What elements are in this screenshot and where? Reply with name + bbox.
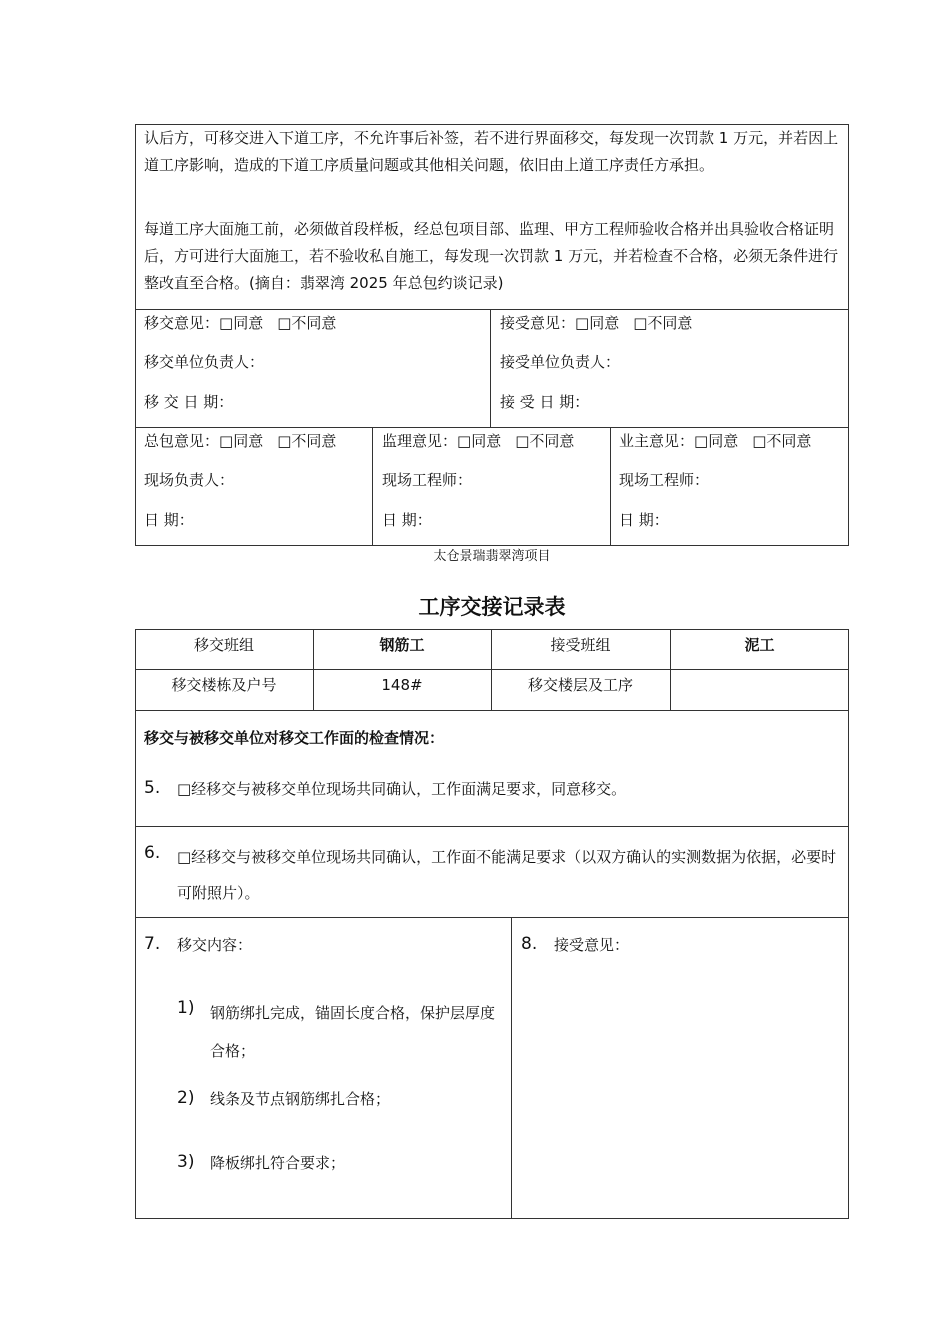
- accept-date-label: 接 受 日 期：: [500, 393, 590, 411]
- accept-team-label: 接受班组: [550, 636, 611, 654]
- accept-opinion-row: [500, 313, 692, 333]
- supervision-disagree-checkbox[interactable]: □不同意: [515, 432, 575, 450]
- general-site-person-label: 现场负责人：: [144, 471, 235, 489]
- divider: [135, 309, 849, 310]
- transfer-date-label: 移 交 日 期：: [144, 393, 234, 411]
- divider: [135, 669, 849, 670]
- accept-person-label: 接受单位负责人：: [500, 353, 621, 371]
- form-table: [135, 629, 849, 1219]
- item-6-option[interactable]: □经移交与被移交单位现场共同确认，工作面不能满足要求（以双方确认的实测数据为依据，必要时可附照片）。: [177, 848, 837, 902]
- item-8-label: 接受意见：: [554, 936, 630, 954]
- floor-label: 移交楼层及工序: [527, 676, 633, 694]
- supervision-opinion-row: [382, 431, 574, 451]
- content-item-text: 线条及节点钢筋绑扎合格；: [210, 1090, 391, 1108]
- item-5-number: 5.: [144, 778, 161, 798]
- owner-engineer-label: 现场工程师：: [619, 471, 710, 489]
- owner-opinion-row: [619, 431, 811, 451]
- transfer-team-value: 钢筋工: [379, 636, 425, 654]
- divider: [610, 427, 611, 546]
- transfer-opinion-row: [144, 313, 336, 333]
- content-item-number: 1): [177, 998, 195, 1018]
- content-item-text: 钢筋绑扎完成，锚固长度合格，保护层厚度合格；: [210, 1004, 496, 1060]
- transfer-agree-checkbox[interactable]: □同意: [219, 314, 264, 332]
- item-6-number: 6.: [144, 843, 161, 863]
- project-name: 太仓景瑞翡翠湾项目: [433, 549, 551, 564]
- transfer-opinion-label: 移交意见：: [144, 314, 220, 332]
- transfer-person-label: 移交单位负责人：: [144, 353, 265, 371]
- owner-date-label: 日 期：: [619, 511, 669, 529]
- form-title: 工序交接记录表: [418, 595, 566, 619]
- divider: [135, 917, 849, 918]
- divider: [135, 710, 849, 711]
- building-value: 148#: [381, 676, 423, 694]
- owner-disagree-checkbox[interactable]: □不同意: [752, 432, 812, 450]
- accept-disagree-checkbox[interactable]: □不同意: [633, 314, 693, 332]
- transfer-disagree-checkbox[interactable]: □不同意: [277, 314, 337, 332]
- content-item-number: 3): [177, 1152, 195, 1172]
- divider: [511, 917, 512, 1219]
- continuation-paragraph-1: 认后方，可移交进入下道工序，不允许事后补签，若不进行界面移交，每发现一次罚款 1 万元，并若因上道工序影响，造成的下道工序质量问题或其他相关问题，依旧由上道工序责任方承担。: [144, 129, 839, 174]
- general-date-label: 日 期：: [144, 511, 194, 529]
- divider: [135, 427, 849, 428]
- accept-agree-checkbox[interactable]: □同意: [575, 314, 620, 332]
- supervision-agree-checkbox[interactable]: □同意: [457, 432, 502, 450]
- continuation-paragraph-2: 每道工序大面施工前，必须做首段样板，经总包项目部、监理、甲方工程师验收合格并出具验收合格证明后，方可进行大面施工，若不验收私自施工，每发现一次罚款 1 万元，并若检查不合格，必须无条件进行整改直至合格。(摘自：翡翠湾 2025 年总包约谈记录): [144, 220, 839, 292]
- supervision-date-label: 日 期：: [382, 511, 432, 529]
- general-opinion-row: [144, 431, 336, 451]
- accept-opinion-label: 接受意见：: [500, 314, 576, 332]
- owner-agree-checkbox[interactable]: □同意: [694, 432, 739, 450]
- building-label: 移交楼栋及户号: [171, 676, 277, 694]
- accept-team-value: 泥工: [744, 636, 775, 654]
- item-7-label: 移交内容：: [177, 936, 253, 954]
- owner-opinion-label: 业主意见：: [619, 432, 695, 450]
- divider: [135, 826, 849, 827]
- transfer-team-label: 移交班组: [193, 636, 254, 654]
- divider: [490, 309, 491, 427]
- general-agree-checkbox[interactable]: □同意: [219, 432, 264, 450]
- content-item-number: 2): [177, 1088, 195, 1108]
- item-5-option[interactable]: □经移交与被移交单位现场共同确认，工作面满足要求，同意移交。: [177, 780, 627, 798]
- item-7-number: 7.: [144, 934, 161, 954]
- general-opinion-label: 总包意见：: [144, 432, 220, 450]
- supervision-opinion-label: 监理意见：: [382, 432, 458, 450]
- inspection-heading: 移交与被移交单位对移交工作面的检查情况：: [144, 729, 445, 747]
- divider: [372, 427, 373, 546]
- general-disagree-checkbox[interactable]: □不同意: [277, 432, 337, 450]
- content-item-text: 降板绑扎符合要求；: [210, 1154, 346, 1172]
- supervision-engineer-label: 现场工程师：: [382, 471, 473, 489]
- item-8-number: 8.: [521, 934, 538, 954]
- continuation-table: [135, 124, 849, 546]
